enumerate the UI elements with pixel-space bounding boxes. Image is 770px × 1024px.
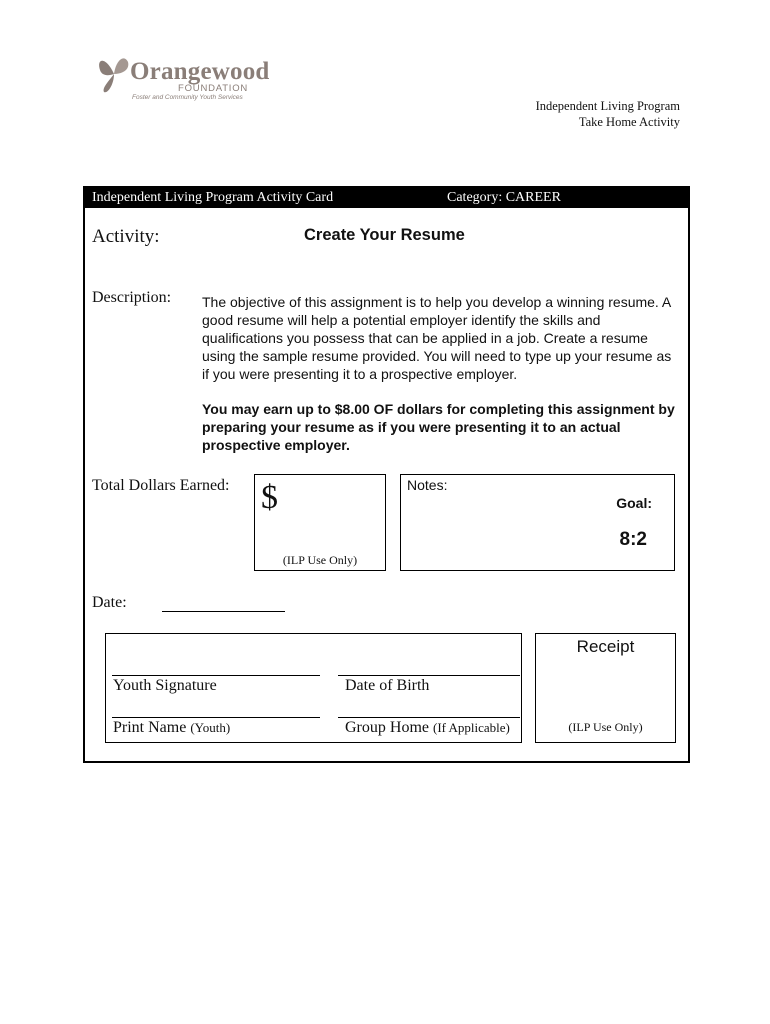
signature-box: [105, 633, 522, 743]
print-name-label: [113, 719, 230, 737]
dollar-sign: $: [261, 479, 278, 516]
card-title-bar: [85, 188, 688, 208]
program-header-line2: Take Home Activity: [578, 115, 680, 129]
group-home-suffix: (If Applicable): [432, 720, 510, 735]
receipt-title: Receipt: [576, 637, 635, 656]
butterfly-logo-icon: [96, 52, 132, 94]
ilp-use-only-note: (ILP Use Only): [282, 553, 358, 567]
program-header-line1: Independent Living Program: [535, 99, 680, 113]
receipt-box[interactable]: [535, 633, 676, 743]
program-header: [536, 98, 680, 130]
card-category: Category: CAREER: [447, 190, 561, 205]
card-title: Independent Living Program Activity Card: [92, 190, 334, 205]
print-name-suffix: (Youth): [190, 720, 231, 735]
logo-tagline: Foster and Community Youth Services: [132, 94, 243, 101]
date-field-line[interactable]: [162, 611, 285, 612]
dollars-earned-box[interactable]: [254, 474, 386, 571]
activity-card: [83, 186, 690, 763]
date-label: Date:: [92, 594, 127, 611]
notes-label: Notes:: [407, 477, 448, 493]
print-name-text: Print Name: [113, 719, 187, 736]
orangewood-logo: [96, 48, 270, 106]
goal-label: Goal:: [616, 495, 652, 511]
notes-box[interactable]: [400, 474, 675, 571]
date-of-birth-line[interactable]: [338, 675, 520, 676]
group-home-line[interactable]: [338, 717, 520, 718]
logo-subbrand: FOUNDATION: [178, 83, 249, 94]
group-home-label: [345, 719, 510, 737]
youth-signature-line[interactable]: [112, 675, 320, 676]
activity-label: Activity:: [92, 226, 160, 247]
activity-value: Create Your Resume: [304, 226, 465, 244]
logo-brand: Orangewood: [130, 58, 270, 85]
group-home-text: Group Home: [345, 719, 429, 736]
goal-value: 8:2: [619, 529, 647, 550]
description-text: The objective of this assignment is to help you develop a winning resume. A good resume will help a potential employer identify the skills and qualifications you possess that can be applied in a job. Create a resume using the sample resume provided. You will need to type up your resume as if you were presenting it to a prospective employer.: [202, 294, 672, 382]
date-of-birth-label: Date of Birth: [345, 677, 430, 694]
print-name-line[interactable]: [112, 717, 320, 718]
earn-text: You may earn up to $8.00 OF dollars for completing this assignment by preparing your resume as if you were presenting it to an actual prospective employer.: [202, 401, 675, 453]
receipt-note: (ILP Use Only): [568, 720, 643, 734]
youth-signature-label: Youth Signature: [113, 677, 217, 694]
total-dollars-label: Total Dollars Earned:: [92, 477, 230, 494]
description-label: Description:: [92, 289, 172, 306]
